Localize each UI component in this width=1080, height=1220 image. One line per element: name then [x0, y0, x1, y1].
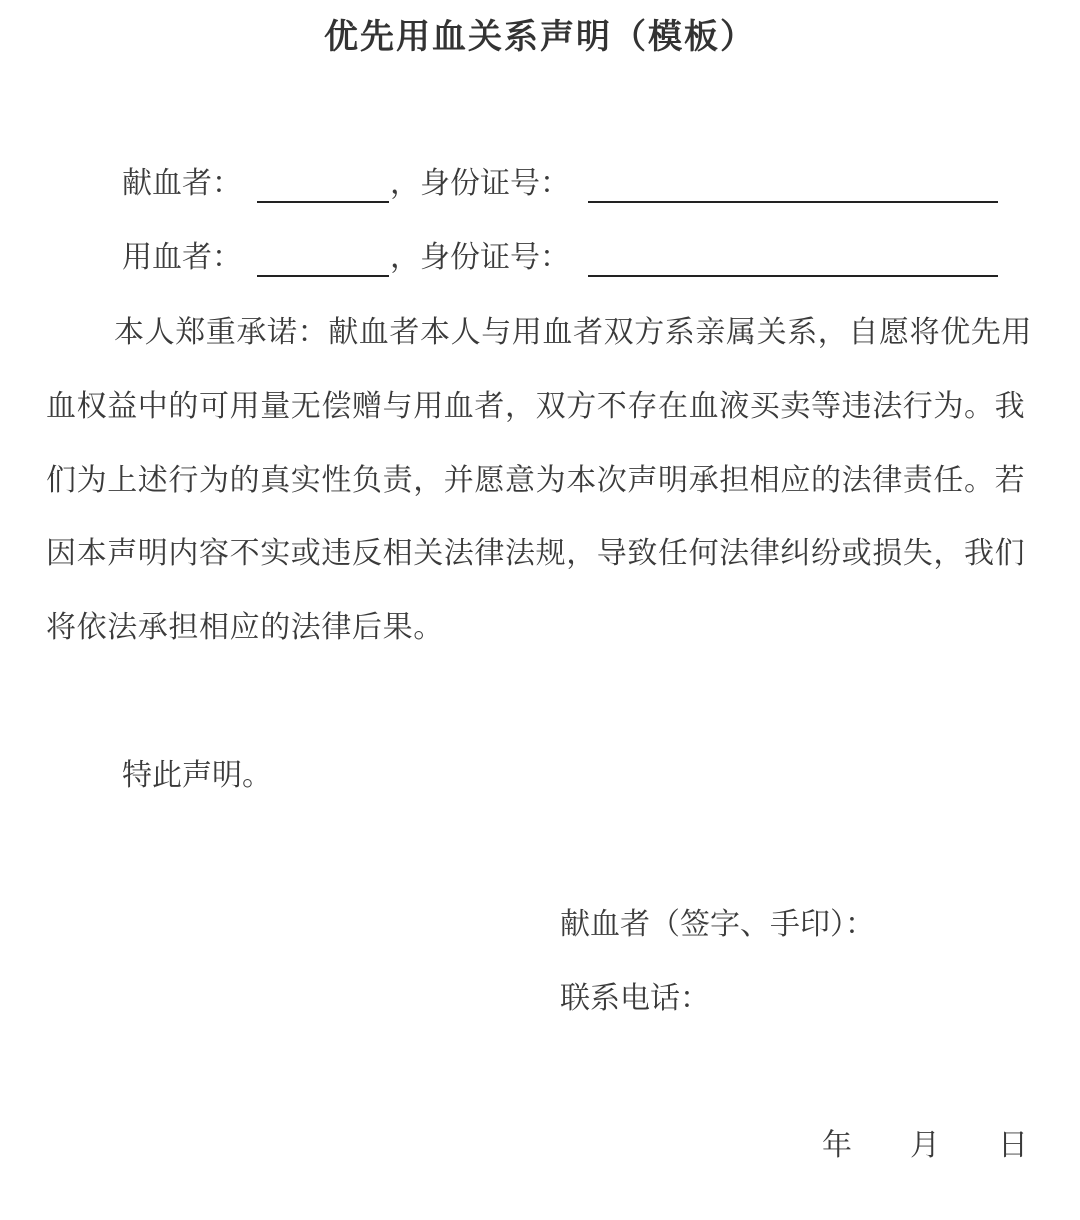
document-title: 优先用血关系声明（模板） — [324, 17, 756, 57]
commitment-paragraph: 本人郑重承诺：献血者本人与用血者双方系亲属关系，自愿将优先用血权益中的可用量无偿赠与用血者，双方不存在血液买卖等违法行为。我们为上述行为的真实性负责，并愿意为本次声明承担相应的法律责任。若因本声明内容不实或违反相关法律法规，导致任何法律纠纷或损失，我们将依法承担相应的法律后果。 — [46, 315, 1032, 646]
donor-id-blank[interactable] — [588, 201, 998, 203]
donor-name-blank[interactable] — [257, 201, 389, 203]
declaration-text: 特此声明。 — [122, 758, 272, 793]
contact-phone-label: 联系电话： — [560, 981, 710, 1016]
recipient-name-blank[interactable] — [257, 275, 389, 277]
date-month-label: 月 — [910, 1128, 940, 1163]
recipient-id-label: ，身份证号： — [390, 240, 570, 275]
donor-signature-label: 献血者（签字、手印）： — [560, 907, 875, 942]
recipient-row — [122, 236, 1022, 280]
date-year-label: 年 — [822, 1128, 852, 1163]
donor-row — [122, 162, 1022, 206]
donor-id-label: ，身份证号： — [390, 166, 570, 201]
recipient-id-blank[interactable] — [588, 275, 998, 277]
donor-label: 献血者： — [122, 166, 242, 201]
recipient-label: 用血者： — [122, 240, 242, 275]
date-day-label: 日 — [998, 1128, 1028, 1163]
